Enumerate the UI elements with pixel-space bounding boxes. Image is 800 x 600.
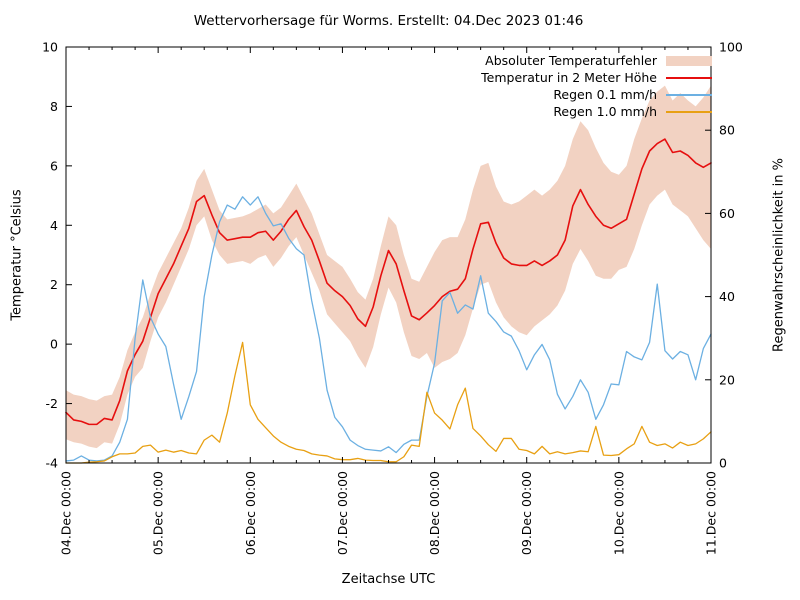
red-line-swatch-icon	[666, 77, 712, 79]
y-right-tick-label: 20	[719, 372, 735, 388]
legend-item-rain-01	[200, 86, 712, 103]
legend-label: Temperatur in 2 Meter Höhe	[481, 70, 657, 85]
y-left-tick-label: 2	[50, 277, 58, 293]
x-tick-label: 07.Dec 00:00	[334, 471, 350, 556]
y-left-tick-label: -2	[45, 396, 58, 412]
series-line-3	[66, 342, 711, 463]
series-band-temperature-error	[66, 86, 711, 449]
x-tick-label: 11.Dec 00:00	[703, 471, 719, 556]
x-tick-label: 08.Dec 00:00	[427, 470, 443, 556]
x-tick-label: 09.Dec 00:00	[519, 471, 535, 556]
y-left-tick-label: 8	[50, 98, 58, 114]
x-tick-label: 04.Dec 00:00	[58, 471, 74, 556]
y-left-tick-label: 10	[42, 39, 58, 55]
y-left-axis-title: Temperatur °Celsius	[9, 189, 25, 321]
y-left-tick-label: -4	[45, 455, 58, 471]
legend-item-temperature	[200, 69, 712, 86]
x-tick-label: 10.Dec 00:00	[611, 471, 627, 556]
band-swatch-icon	[666, 56, 712, 66]
legend	[200, 52, 712, 120]
x-tick-label: 05.Dec 00:00	[150, 471, 166, 556]
orange-line-swatch-icon	[666, 111, 712, 113]
y-right-tick-label: 80	[719, 122, 735, 138]
legend-label: Regen 0.1 mm/h	[553, 87, 657, 102]
chart-title: Wettervorhersage für Worms. Erstellt: 04.Dec 2023 01:46	[193, 13, 584, 29]
x-tick-label: 06.Dec 00:00	[242, 471, 258, 556]
legend-label: Absoluter Temperaturfehler	[485, 53, 657, 68]
y-right-tick-label: 40	[719, 289, 735, 305]
y-left-tick-label: 6	[50, 158, 58, 174]
y-left-tick-label: 4	[50, 217, 58, 233]
y-left-tick-label: 0	[50, 336, 58, 352]
legend-item-rain-10	[200, 103, 712, 120]
x-axis-title: Zeitachse UTC	[341, 572, 436, 587]
y-right-tick-label: 100	[719, 39, 743, 55]
legend-item-temperature-error	[200, 52, 712, 69]
legend-label: Regen 1.0 mm/h	[553, 104, 657, 119]
y-right-tick-label: 60	[719, 205, 735, 221]
y-right-tick-label: 0	[719, 455, 727, 471]
y-right-axis-title: Regenwahrscheinlichkeit in %	[771, 158, 787, 352]
blue-line-swatch-icon	[666, 94, 712, 96]
